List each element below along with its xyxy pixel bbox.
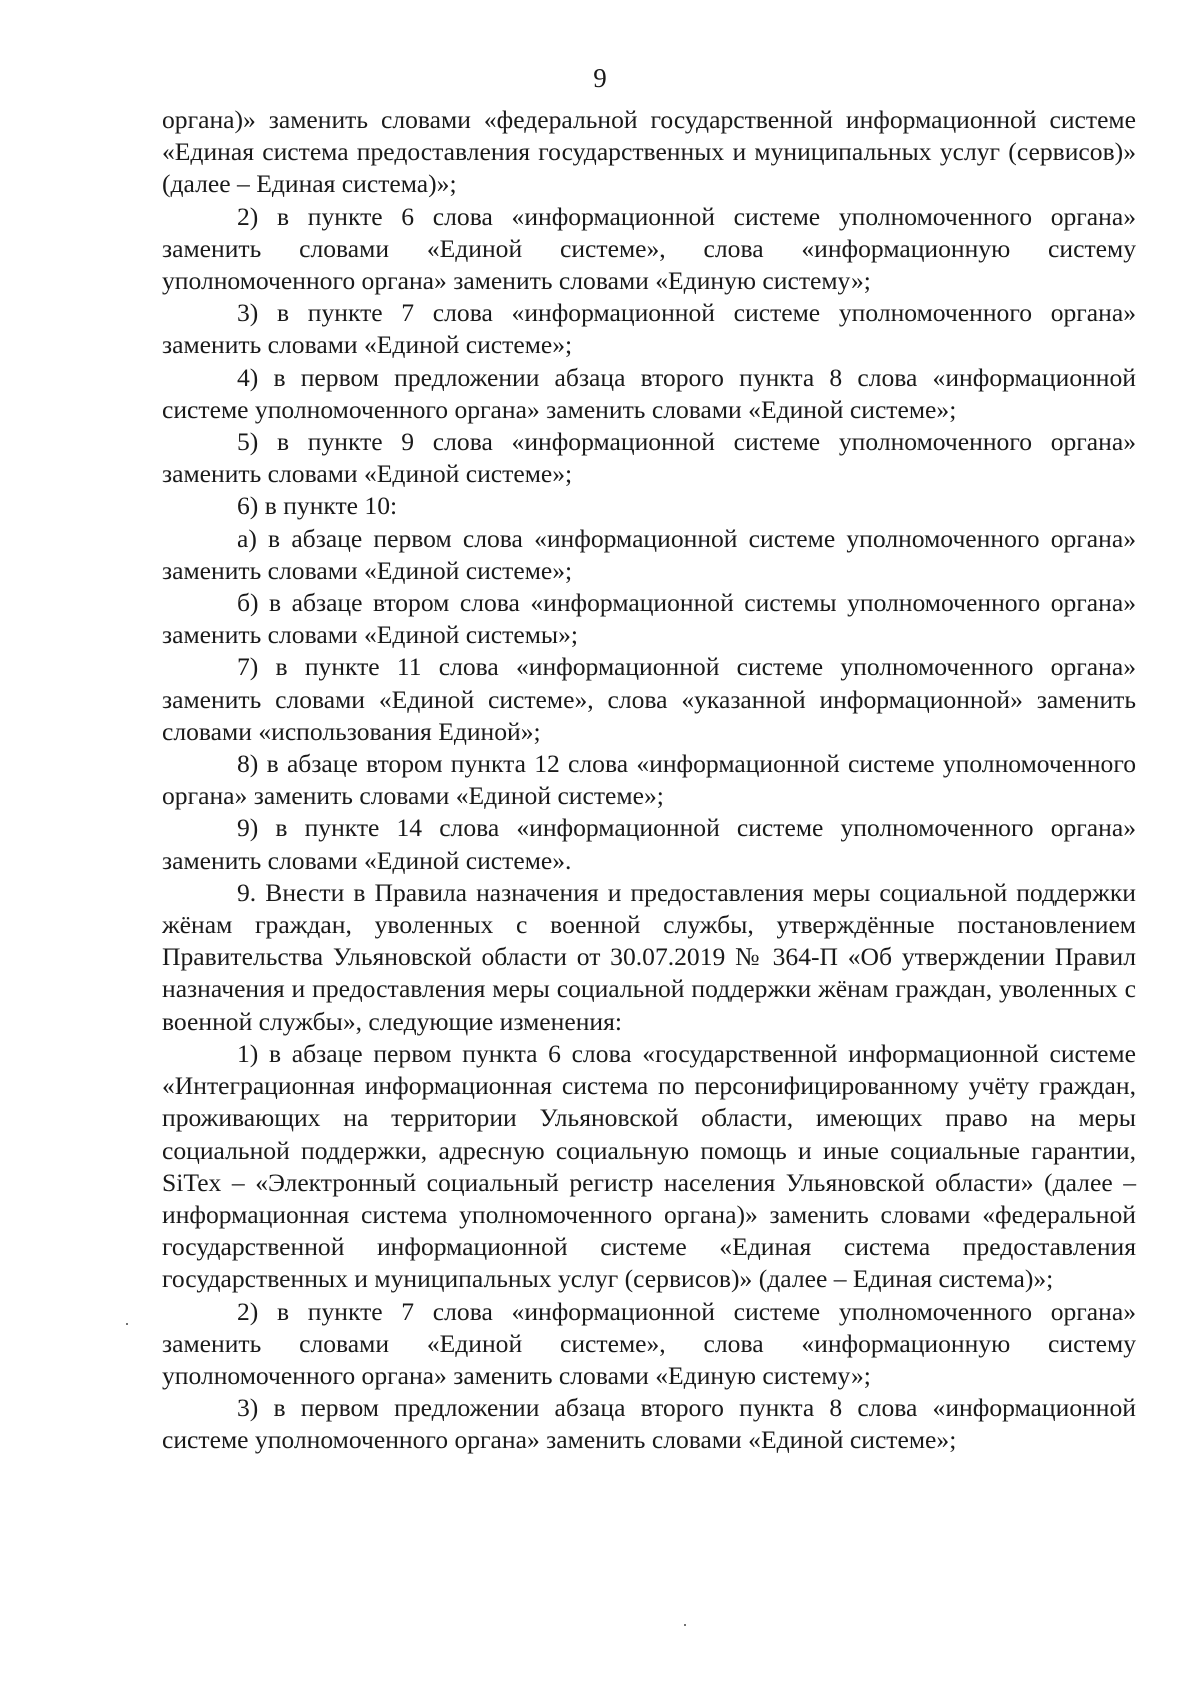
paragraph: 1) в абзаце первом пункта 6 слова «государственной информационной системе «Интеграционная информационная система по персонифицированному учёту граждан, проживающих на территории Ульяновской области, имеющих право на меры социальной поддержки, адресную социальную помощь и иные социальные гарантии, SiTex – «Электронный социальный регистр населения Ульяновской области» (далее – информационная система уполномоченного органа)» заменить словами «федеральной государственной информационной системе «Единая система предоставления государственных и муниципальных услуг (сервисов)» (далее – Единая система)»;: [162, 1038, 1136, 1294]
paragraph: 7) в пункте 11 слова «информационной системе уполномоченного органа» заменить словами «Единой системе», слова «указанной информационной» заменить словами «использования Единой»;: [162, 652, 1136, 746]
paragraph: органа)» заменить словами «федеральной государственной информационной системе «Единая система предоставления государственных и муниципальных услуг (сервисов)» (далее – Единая система)»;: [162, 105, 1136, 199]
paragraph: 9) в пункте 14 слова «информационной системе уполномоченного органа» заменить словами «Единой системе».: [162, 813, 1136, 875]
paragraph: б) в абзаце втором слова «информационной системы уполномоченного органа» заменить словами «Единой системы»;: [162, 588, 1136, 650]
document-body: [162, 104, 1136, 1457]
paragraph: 2) в пункте 6 слова «информационной системе уполномоченного органа» заменить словами «Единой системе», слова «информационную систему уполномоченного органа» заменить словами «Единую систему»;: [162, 201, 1136, 296]
paragraph: 2) в пункте 7 слова «информационной системе уполномоченного органа» заменить словами «Единой системе», слова «информационную систему уполномоченного органа» заменить словами «Единую систему»;: [162, 1296, 1136, 1390]
paragraph: 6) в пункте 10:: [237, 491, 398, 521]
paragraph: 3) в первом предложении абзаца второго пункта 8 слова «информационной системе уполномоченного органа» заменить словами «Единой системе»;: [162, 1393, 1136, 1455]
paragraph: 4) в первом предложении абзаца второго пункта 8 слова «информационной системе уполномоченного органа» заменить словами «Единой системе»;: [162, 362, 1136, 424]
paragraph: 9. Внести в Правила назначения и предоставления меры социальной поддержки жёнам граждан, уволенных с военной службы, утверждённые постановлением Правительства Ульяновской области от 30.07.2019 № 364-П «Об утверждении Правил назначения и предоставления меры социальной поддержки жёнам граждан, уволенных с военной службы», следующие изменения:: [162, 877, 1136, 1036]
paragraph: 8) в абзаце втором пункта 12 слова «информационной системе уполномоченного органа» заменить словами «Единой системе»;: [162, 749, 1136, 811]
scan-speck: [126, 1323, 128, 1325]
page-number: 9: [593, 63, 607, 93]
scan-speck: [684, 1624, 686, 1626]
paragraph: 5) в пункте 9 слова «информационной системе уполномоченного органа» заменить словами «Единой системе»;: [162, 427, 1136, 489]
paragraph: 3) в пункте 7 слова «информационной системе уполномоченного органа» заменить словами «Единой системе»;: [162, 298, 1136, 360]
paragraph: а) в абзаце первом слова «информационной системе уполномоченного органа» заменить словами «Единой системе»;: [162, 523, 1136, 585]
